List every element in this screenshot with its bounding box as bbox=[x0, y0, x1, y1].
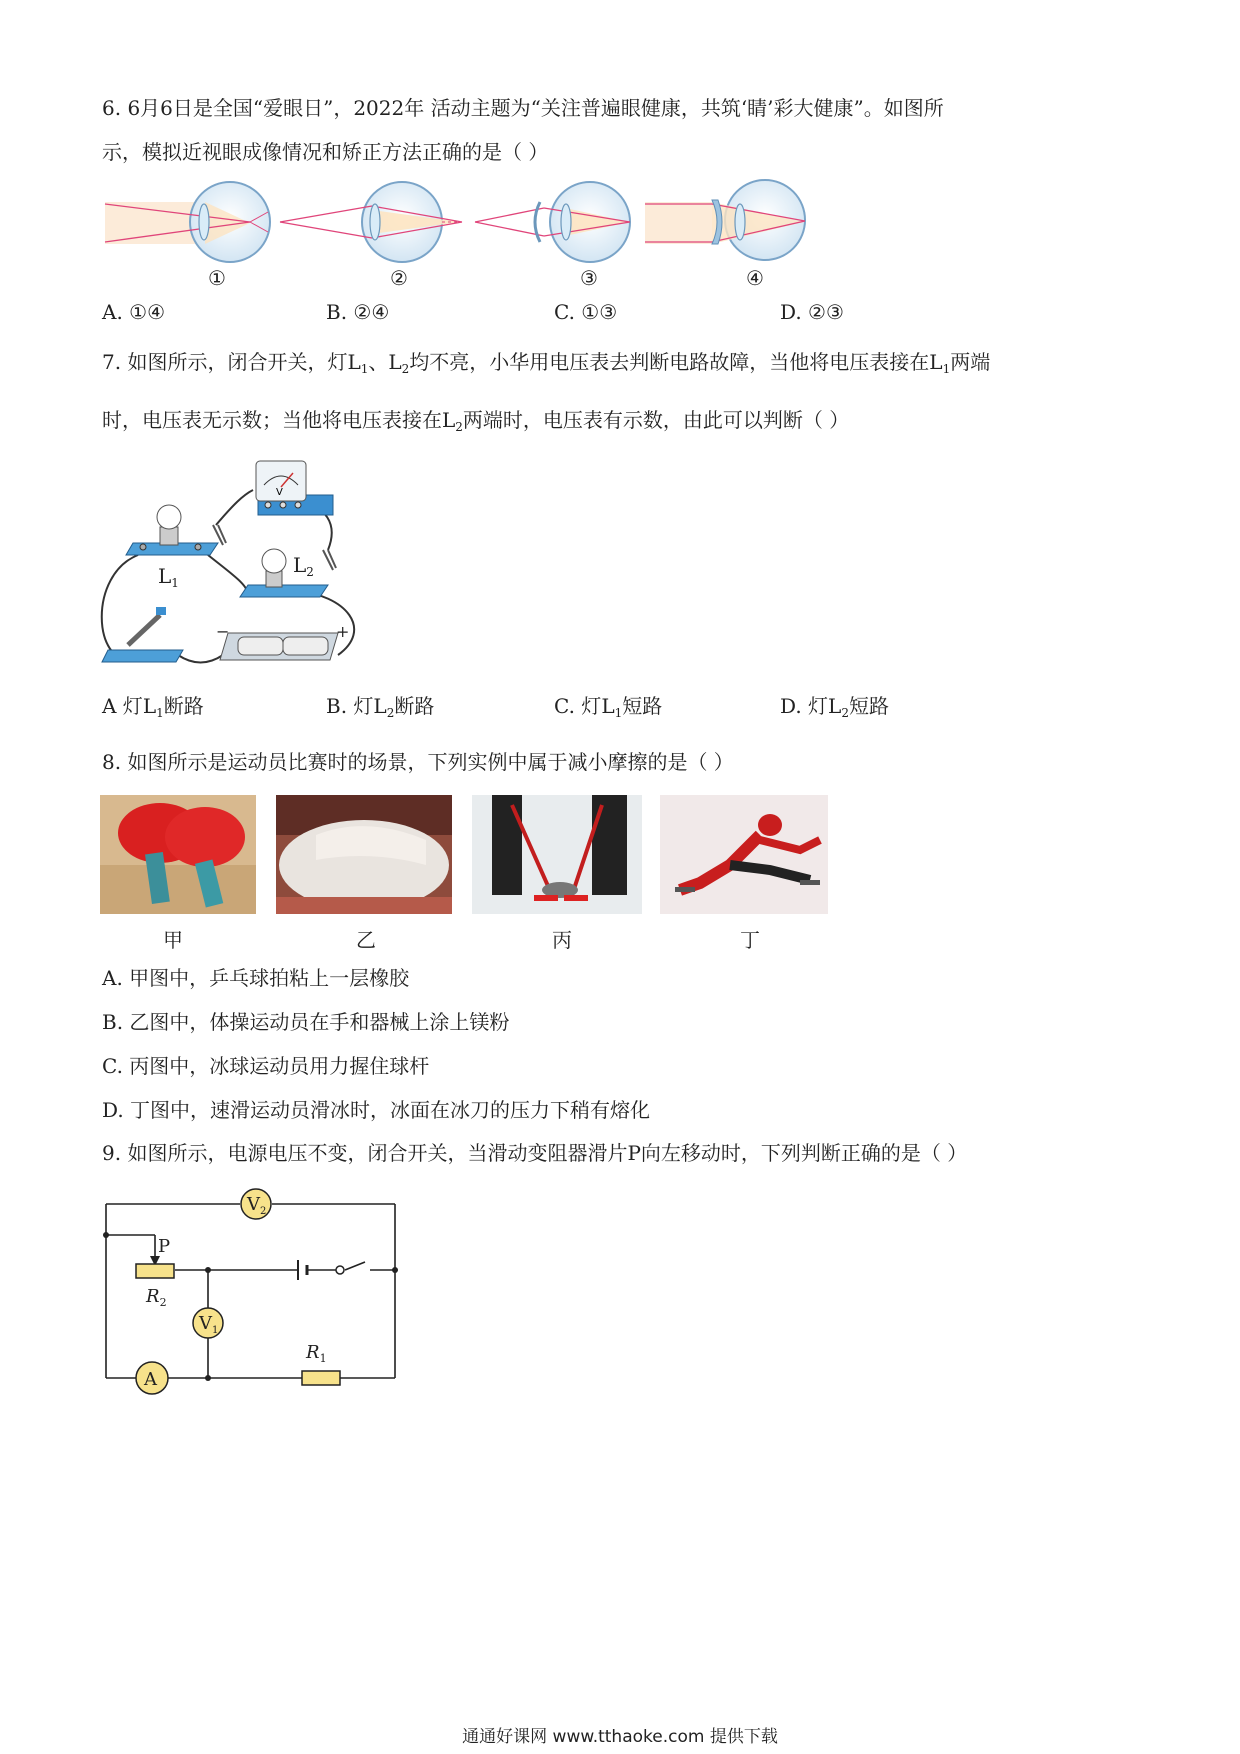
eye-label-4: ④ bbox=[746, 266, 764, 290]
q8-option-b[interactable]: B. 乙图中，体操运动员在手和器械上涂上镁粉 bbox=[102, 1010, 510, 1034]
eye-diagram-1 bbox=[105, 182, 270, 262]
alligator-clip-icon bbox=[213, 525, 226, 545]
v1-label: $V_1$ bbox=[199, 1313, 219, 1336]
q7-option-a[interactable]: A 灯$L_1$断路 bbox=[102, 694, 204, 720]
resistor-r1-icon bbox=[302, 1371, 340, 1385]
q7-option-b[interactable]: B. 灯$L_2$断路 bbox=[326, 694, 435, 720]
lamp-l1-icon bbox=[126, 505, 218, 555]
rheostat-r2-icon bbox=[136, 1264, 174, 1278]
q6-option-b[interactable]: B. ②④ bbox=[326, 300, 390, 324]
q6-option-d[interactable]: D. ②③ bbox=[780, 300, 844, 324]
q7-stem-line2: 时，电压表无示数；当他将电压表接在$L_2$两端时，电压表有示数，由此可以判断（ ） bbox=[102, 408, 850, 434]
photo-caption-ding: 丁 bbox=[740, 928, 760, 952]
voltmeter-icon bbox=[256, 461, 333, 515]
knife-switch-icon bbox=[102, 607, 183, 662]
voltmeter-label: V bbox=[276, 487, 283, 498]
q7-stem-line1: 7. 如图所示，闭合开关，灯$L_1$、$L_2$均不亮，小华用电压表去判断电路故障，当他将电压表接在$L_1$两端 bbox=[102, 350, 991, 376]
q8-stem: 8. 如图所示是运动员比赛时的场景，下列实例中属于减小摩擦的是（ ） bbox=[102, 750, 734, 774]
page-footer: 通通好课网 www.tthaoke.com 提供下载 bbox=[462, 1727, 778, 1747]
battery-minus: − bbox=[216, 622, 230, 641]
lamp-l1-label: $L_1$ bbox=[158, 564, 179, 590]
q7-option-d[interactable]: D. 灯$L_2$短路 bbox=[780, 694, 889, 720]
q6-option-c[interactable]: C. ①③ bbox=[554, 300, 618, 324]
eye-label-3: ③ bbox=[580, 266, 598, 290]
q6-stem-line2: 示，模拟近视眼成像情况和矫正方法正确的是（ ） bbox=[102, 140, 549, 164]
battery-icon bbox=[216, 622, 349, 660]
q8-option-c[interactable]: C. 丙图中，冰球运动员用力握住球杆 bbox=[102, 1054, 430, 1078]
photo-curling bbox=[472, 795, 642, 914]
photo-caption-jia: 甲 bbox=[163, 928, 183, 952]
q9-circuit-figure bbox=[100, 1180, 410, 1400]
alligator-clip-icon bbox=[323, 550, 336, 570]
q8-option-d[interactable]: D. 丁图中，速滑运动员滑冰时，冰面在冰刀的压力下稍有熔化 bbox=[102, 1098, 651, 1122]
eye-diagram-4 bbox=[645, 180, 805, 260]
q7-circuit-figure bbox=[98, 455, 368, 670]
photo-caption-bing: 丙 bbox=[552, 928, 572, 952]
q6-option-a[interactable]: A. ①④ bbox=[102, 300, 166, 324]
lamp-l2-label: $L_2$ bbox=[293, 553, 314, 579]
q9-stem: 9. 如图所示，电源电压不变，闭合开关，当滑动变阻器滑片P向左移动时，下列判断正确的是（ ） bbox=[102, 1141, 968, 1165]
v2-label: $V_2$ bbox=[247, 1194, 267, 1217]
photo-paddles bbox=[100, 795, 256, 914]
eye-label-2: ② bbox=[390, 266, 408, 290]
q8-option-a[interactable]: A. 甲图中，乒乓球拍粘上一层橡胶 bbox=[102, 966, 410, 990]
ammeter-label: A bbox=[144, 1369, 157, 1390]
eye-label-1: ① bbox=[208, 266, 226, 290]
photo-caption-yi: 乙 bbox=[356, 928, 376, 952]
r2-label: $R_2$ bbox=[146, 1286, 167, 1309]
switch-icon bbox=[336, 1266, 344, 1274]
slider-label: P bbox=[158, 1236, 171, 1257]
r1-label: $R_1$ bbox=[306, 1342, 327, 1365]
photo-chalk-hands bbox=[276, 795, 452, 914]
q7-option-c[interactable]: C. 灯$L_1$短路 bbox=[554, 694, 663, 720]
q6-stem-line1: 6. 6月6日是全国“爱眼日”，2022年 活动主题为“关注普遍眼健康，共筑‘睛’彩大健康”。如图所 bbox=[102, 96, 944, 120]
battery-plus: + bbox=[336, 622, 350, 641]
eye-diagram-2 bbox=[280, 182, 462, 262]
lamp-l2-icon bbox=[240, 549, 328, 597]
photo-speed-skater bbox=[660, 795, 828, 914]
eye-diagram-3 bbox=[475, 182, 630, 262]
